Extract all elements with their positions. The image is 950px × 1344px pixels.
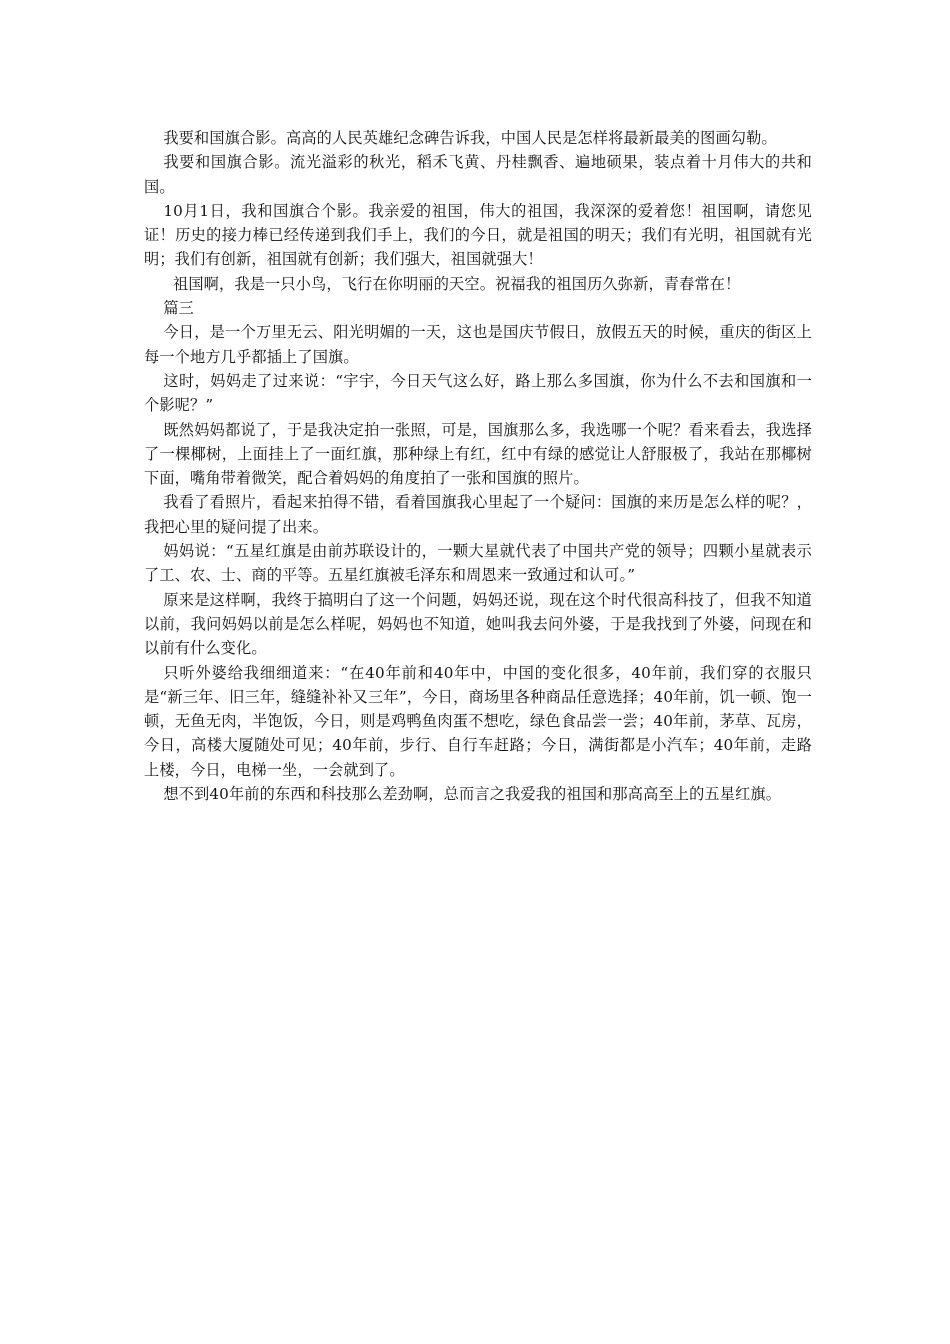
- section-heading: 篇三: [163, 299, 194, 318]
- paragraph: 只听外婆给我细细道来：“在40年前和40年中，中国的变化很多，40年前，我们穿的衣服只是“新三年、旧三年，缝缝补补又三年”，今日，商场里各种商品任意选择；40年前，饥一顿、饱一顿，无鱼无肉，半饱饭，今日，则是鸡鸭鱼肉蛋不想吃，绿色食品尝一尝；40年前，茅草、瓦房，今日，高楼大厦随处可见；40年前，步行、自行车赶路；今日，满街都是小汽车；40年前，走路上楼，今日，电梯一坐，一会就到了。: [144, 663, 812, 779]
- paragraph: 想不到40年前的东西和科技那么差劲啊，总而言之我爱我的祖国和那高高至上的五星红旗。: [163, 785, 782, 804]
- body-text: [144, 126, 812, 806]
- paragraph: 妈妈说：“五星红旗是由前苏联设计的，一颗大星就代表了中国共产党的领导；四颗小星就表示了工、农、士、商的平等。五星红旗被毛泽东和周恩来一致通过和认可。”: [144, 542, 812, 585]
- paragraph: 我要和国旗合影。流光溢彩的秋光，稻禾飞黄、丹桂飘香、遍地硕果，装点着十月伟大的共和国。: [144, 153, 812, 196]
- paragraph: 这时，妈妈走了过来说：“宇宇，今日天气这么好，路上那么多国旗，你为什么不去和国旗和一个影呢？”: [144, 371, 812, 415]
- paragraph: 既然妈妈都说了，于是我决定拍一张照，可是，国旗那么多，我选哪一个呢？看来看去，我选择了一棵椰树，上面挂上了一面红旗，那种绿上有红，红中有绿的感觉让人舒服极了，我站在那椰树下面，嘴角带着微笑，配合着妈妈的角度拍了一张和国旗的照片。: [144, 420, 812, 488]
- paragraph: 祖国啊，我是一只小鸟，飞行在你明丽的天空。祝福我的祖国历久弥新，青春常在！: [172, 274, 741, 293]
- paragraph: 原来是这样啊，我终于搞明白了这一个问题，妈妈还说，现在这个时代很高科技了，但我不知道以前，我问妈妈以前是怎么样呢，妈妈也不知道，她叫我去问外婆，于是我找到了外婆，问现在和以前有什么变化。: [144, 590, 812, 658]
- paragraph: 我看了看照片，看起来拍得不错，看着国旗我心里起了一个疑问：国旗的来历是怎么样的呢？，我把心里的疑问提了出来。: [144, 493, 812, 536]
- paragraph: 10月1日，我和国旗合个影。我亲爱的祖国，伟大的祖国，我深深的爱着您！祖国啊，请您见证！历史的接力棒已经传递到我们手上，我们的今日，就是祖国的明天；我们有光明，祖国就有光明；我们有创新，祖国就有创新；我们强大，祖国就强大！: [144, 201, 812, 269]
- paragraph: 我要和国旗合影。高高的人民英雄纪念碑告诉我，中国人民是怎样将最新最美的图画勾勒。: [163, 129, 777, 147]
- paragraph: 今日，是一个万里无云、阳光明媚的一天，这也是国庆节假日，放假五天的时候，重庆的街区上每一个地方几乎都插上了国旗。: [144, 323, 812, 366]
